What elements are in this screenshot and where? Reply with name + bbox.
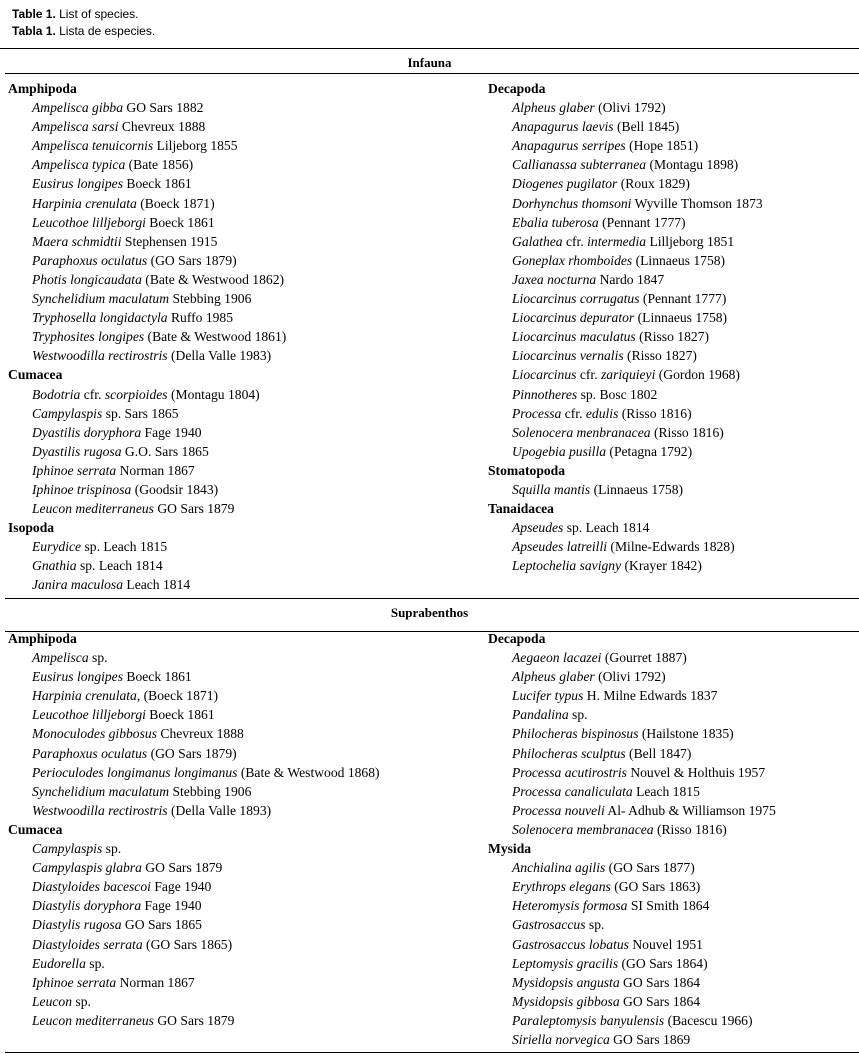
species-entry (8, 575, 286, 594)
species-authority: Norman 1867 (116, 462, 195, 478)
species-entry (8, 556, 286, 575)
species-entry (8, 270, 286, 289)
taxon-group-heading: Stomatopoda (488, 462, 566, 478)
species-authority: (Linnaeus 1758) (632, 252, 726, 268)
species-authority: GO Sars 1879 (153, 501, 235, 517)
species-name-italic: Pandalina (512, 707, 569, 723)
species-entry (8, 98, 286, 117)
species-name-italic: Leptochelia savigny (512, 558, 622, 574)
species-authority: Fage 1940 (150, 879, 212, 895)
species-entry (488, 480, 763, 499)
species-entry (488, 1030, 776, 1049)
species-name-italic: Alpheus glaber (512, 669, 595, 685)
species-authority: G.O. Sars 1865 (121, 443, 209, 459)
species-name-italic: Iphinoe serrata (32, 462, 117, 478)
species-authority: sp. (568, 707, 588, 723)
species-authority: Boeck 1861 (123, 176, 192, 192)
species-entry (8, 385, 286, 404)
species-authority: (GO Sars 1865) (142, 936, 233, 952)
species-authority: Nouvel & Holthuis 1957 (626, 764, 766, 780)
species-name-italic: Anapagurus laevis (512, 119, 614, 135)
species-name-italic: Solenocera membranacea (512, 821, 654, 837)
caption-label-spanish: Tabla 1. (12, 24, 56, 38)
species-entry (488, 820, 776, 839)
infauna-right-column (488, 79, 763, 575)
species-name-italic: Processa (512, 405, 562, 421)
species-entry (488, 744, 776, 763)
species-authority: (Krayer 1842) (621, 558, 702, 574)
species-name-italic: Gastrosaccus lobatus (512, 936, 629, 952)
species-entry (488, 174, 763, 193)
species-authority: (Bate 1856) (125, 157, 194, 173)
species-name-italic: intermedia (587, 233, 647, 249)
species-name-italic: Synchelidium maculatum (32, 291, 170, 307)
species-name-italic: Liocarcinus vernalis (512, 348, 624, 364)
species-name-italic: Eusirus longipes (32, 669, 124, 685)
species-entry (8, 213, 286, 232)
species-entry (8, 251, 286, 270)
species-authority: Chevreux 1888 (156, 726, 244, 742)
species-entry (8, 724, 380, 743)
species-entry (8, 232, 286, 251)
species-authority: Stebbing 1906 (169, 291, 252, 307)
section-divider-rule (5, 598, 859, 599)
species-name-italic: Mysidopsis angusta (512, 974, 620, 990)
species-name-italic: Jaxea nocturna (512, 271, 597, 287)
species-name-italic: Iphinoe serrata (32, 974, 117, 990)
species-entry (488, 117, 763, 136)
species-authority: (Bell 1847) (625, 745, 692, 761)
species-name-italic: Gastrosaccus (512, 917, 586, 933)
species-entry (8, 801, 380, 820)
species-name-italic: Eusirus longipes (32, 176, 124, 192)
species-entry (488, 782, 776, 801)
caption-label-english: Table 1. (12, 7, 56, 21)
species-entry (8, 155, 286, 174)
species-name-italic: Ampelisca (32, 650, 89, 666)
species-entry (8, 954, 380, 973)
species-authority: GO Sars 1864 (619, 993, 701, 1009)
species-name-italic: Galathea (512, 233, 563, 249)
species-entry (8, 442, 286, 461)
species-name-italic: Processa nouveli (512, 802, 605, 818)
species-entry (8, 1011, 380, 1030)
species-name-italic: Philocheras bispinosus (512, 726, 639, 742)
species-authority: (Boeck 1871) (136, 195, 215, 211)
species-name-italic: Apseudes (512, 520, 564, 536)
species-name-italic: Campylaspis glabra (32, 860, 142, 876)
species-authority: (Risso 1816) (653, 821, 727, 837)
taxon-group-heading: Mysida (488, 841, 532, 857)
species-authority: Fage 1940 (141, 898, 202, 914)
species-entry (488, 537, 763, 556)
species-entry (8, 935, 380, 954)
caption-text-english: List of species. (55, 7, 139, 21)
species-name-italic: Paraphoxus oculatus (32, 745, 148, 761)
species-entry (8, 858, 380, 877)
species-authority: sp. (72, 993, 91, 1009)
species-name-italic: Ampelisca gibba (32, 100, 123, 116)
species-name-italic: Leptomysis gracilis (512, 955, 619, 971)
species-authority: Boeck 1861 (123, 669, 192, 685)
species-authority: (Milne-Edwards 1828) (607, 539, 735, 555)
species-authority: (Pennant 1777) (639, 291, 727, 307)
caption-text-spanish: Lista de especies. (55, 24, 156, 38)
taxon-group-heading: Amphipoda (8, 81, 77, 96)
species-authority: sp. Leach 1815 (81, 539, 168, 555)
species-entry (8, 973, 380, 992)
species-authority: (Risso 1827) (635, 329, 709, 345)
species-name-italic: Processa acutirostris (512, 764, 627, 780)
species-entry (488, 251, 763, 270)
species-authority: (Montagu 1898) (646, 157, 739, 173)
table-caption-spanish (12, 24, 155, 38)
species-name-italic: Tryphosella longidactyla (32, 310, 168, 326)
species-authority: (GO Sars 1864) (618, 955, 708, 971)
species-authority: (Olivi 1792) (594, 669, 666, 685)
table-bottom-rule (5, 1052, 859, 1053)
species-authority: (Della Valle 1983) (167, 348, 272, 364)
species-name-italic: Photis longicaudata (32, 271, 142, 287)
species-authority: sp. (102, 841, 122, 857)
species-authority: Boeck 1861 (145, 707, 215, 723)
species-name-italic: Maera schmidtii (32, 233, 122, 249)
species-name-italic: Liocarcinus depurator (512, 310, 635, 326)
species-entry (8, 686, 380, 705)
infauna-left-column (8, 79, 286, 595)
species-authority: (Boeck 1871) (140, 688, 219, 704)
species-name-italic: Dyastilis doryphora (32, 424, 142, 440)
section-header-rule (5, 73, 859, 74)
species-name-italic: Gnathia (32, 558, 77, 574)
species-name-italic: Lucifer typus (512, 688, 584, 704)
species-authority: (GO Sars 1863) (610, 879, 701, 895)
species-name-italic: Siriella norvegica (512, 1031, 610, 1047)
species-entry (8, 117, 286, 136)
species-authority: (Hope 1851) (625, 138, 699, 154)
species-authority: Nardo 1847 (596, 271, 665, 287)
species-name-italic: Leucon (32, 993, 73, 1009)
species-entry (8, 480, 286, 499)
species-name-italic: Solenocera menbranacea (512, 424, 651, 440)
species-authority: sp. (585, 917, 605, 933)
species-authority: GO Sars 1879 (141, 860, 223, 876)
species-authority: (Risso 1816) (618, 405, 692, 421)
species-name-italic: Diastylis rugosa (32, 917, 122, 933)
species-entry (488, 98, 763, 117)
species-entry (488, 705, 776, 724)
species-authority: (Bate & Westwood 1862) (141, 271, 285, 287)
species-name-italic: Erythrops elegans (512, 879, 611, 895)
section-title-infauna: Infauna (407, 55, 452, 70)
species-authority: (GO Sars 1879) (147, 745, 237, 761)
species-authority: (Bate & Westwood 1861) (144, 329, 287, 345)
species-entry (8, 327, 286, 346)
species-authority: (Gordon 1968) (655, 367, 740, 383)
species-entry (8, 136, 286, 155)
species-authority: GO Sars 1865 (121, 917, 202, 933)
species-name-italic: Alpheus glaber (512, 100, 595, 116)
species-name-italic: scorpioides (104, 386, 168, 402)
species-entry (8, 763, 380, 782)
species-name-italic: Campylaspis (32, 841, 103, 857)
species-authority: Chevreux 1888 (118, 119, 206, 135)
species-name-italic: Bodotria (32, 386, 81, 402)
species-entry (8, 461, 286, 480)
species-entry (8, 896, 380, 915)
species-name-italic: Heteromysis formosa (512, 898, 628, 914)
species-entry (488, 346, 763, 365)
species-entry (488, 308, 763, 327)
species-authority: (Goodsir 1843) (131, 481, 219, 497)
species-entry (8, 705, 380, 724)
species-name-italic: Leucon mediterraneus (32, 501, 154, 517)
species-entry (8, 667, 380, 686)
species-authority: GO Sars 1864 (619, 974, 701, 990)
species-entry (8, 915, 380, 934)
species-name-italic: Callianassa subterranea (512, 157, 647, 173)
species-name-italic: Tryphosites longipes (32, 329, 145, 345)
species-authority: Stebbing 1906 (169, 783, 252, 799)
species-entry (488, 442, 763, 461)
species-authority: cfr. (80, 386, 105, 402)
species-entry (488, 270, 763, 289)
species-authority: Wyville Thomson 1873 (631, 195, 763, 211)
species-authority: Ruffo 1985 (167, 310, 234, 326)
species-name-italic: Diastyloides bacescoi (32, 879, 151, 895)
species-entry (488, 954, 776, 973)
species-name-italic: Paraphoxus oculatus (32, 252, 148, 268)
species-name-italic: Liocarcinus maculatus (512, 329, 636, 345)
species-authority: Nouvel 1951 (628, 936, 703, 952)
species-authority: (Bate & Westwood 1868) (237, 764, 380, 780)
species-authority: Fage 1940 (141, 424, 202, 440)
section-title-suprabenthos: Suprabenthos (390, 605, 469, 620)
species-entry (488, 423, 763, 442)
species-entry (8, 423, 286, 442)
suprabenthos-left-column (8, 629, 380, 1030)
species-authority: (Risso 1827) (623, 348, 697, 364)
species-authority: Al- Adhub & Williamson 1975 (604, 802, 776, 818)
species-entry (488, 155, 763, 174)
species-authority: GO Sars 1869 (609, 1031, 691, 1047)
species-name-italic: Pinnotheres (512, 386, 578, 402)
species-entry (8, 174, 286, 193)
species-name-italic: Monoculodes gibbosus (32, 726, 157, 742)
species-name-italic: Janira maculosa (32, 577, 123, 593)
species-name-italic: Goneplax rhomboides (512, 252, 633, 268)
species-authority: (GO Sars 1877) (605, 860, 695, 876)
species-authority: sp. Leach 1814 (76, 558, 163, 574)
species-authority: (Della Valle 1893) (167, 802, 272, 818)
species-entry (488, 232, 763, 251)
table-top-rule (0, 48, 859, 49)
species-name-italic: Mysidopsis gibbosa (512, 993, 620, 1009)
species-entry (8, 346, 286, 365)
species-authority: (Bacescu 1966) (664, 1012, 753, 1028)
species-entry (488, 935, 776, 954)
species-authority: sp. Leach 1814 (563, 520, 650, 536)
species-name-italic: Anchialina agilis (512, 860, 606, 876)
species-authority: sp. (88, 650, 108, 666)
species-name-italic: Liocarcinus (512, 367, 577, 383)
species-entry (8, 782, 380, 801)
species-name-italic: Diastylis doryphora (32, 898, 142, 914)
species-authority: Liljeborg 1855 (153, 138, 238, 154)
species-name-italic: Aegaeon lacazei (512, 650, 602, 666)
species-authority: (Hailstone 1835) (638, 726, 734, 742)
species-entry (488, 724, 776, 743)
species-name-italic: Campylaspis (32, 405, 103, 421)
species-entry (488, 365, 763, 384)
taxon-group-heading: Cumacea (8, 367, 63, 383)
species-name-italic: Liocarcinus corrugatus (512, 291, 640, 307)
species-entry (488, 896, 776, 915)
species-authority: Lilljeborg 1851 (646, 233, 735, 249)
species-entry (8, 744, 380, 763)
species-entry (8, 499, 286, 518)
species-authority: (GO Sars 1879) (147, 252, 237, 268)
species-authority: GO Sars 1882 (123, 100, 204, 116)
species-entry (488, 556, 763, 575)
species-entry (488, 289, 763, 308)
species-name-italic: Upogebia pusilla (512, 443, 607, 459)
species-name-italic: Processa canaliculata (512, 783, 633, 799)
species-authority: cfr. (576, 367, 601, 383)
species-entry (488, 973, 776, 992)
species-name-italic: Anapagurus serripes (512, 138, 626, 154)
species-name-italic: Westwoodilla rectirostris (32, 348, 168, 364)
species-name-italic: zariquieyi (601, 367, 656, 383)
species-name-italic: Ampelisca typica (32, 157, 126, 173)
species-authority: (Risso 1816) (650, 424, 724, 440)
species-name-italic: Eudorella (32, 955, 86, 971)
species-name-italic: Paraleptomysis banyulensis (512, 1012, 665, 1028)
species-entry (488, 686, 776, 705)
species-entry (488, 877, 776, 896)
species-authority: (Pennant 1777) (598, 214, 686, 230)
species-entry (488, 194, 763, 213)
species-entry (488, 404, 763, 423)
species-authority: (Bell 1845) (613, 119, 680, 135)
species-entry (488, 915, 776, 934)
species-entry (8, 992, 380, 1011)
species-entry (8, 308, 286, 327)
species-authority: sp. Bosc 1802 (577, 386, 658, 402)
species-name-italic: Apseudes latreilli (512, 539, 608, 555)
species-authority: cfr. (562, 233, 588, 249)
species-name-italic: Perioculodes longimanus longimanus (32, 764, 238, 780)
species-authority: Stephensen 1915 (121, 233, 218, 249)
species-entry (488, 992, 776, 1011)
species-entry (488, 518, 763, 537)
table-caption-english (12, 7, 139, 21)
species-entry (8, 404, 286, 423)
taxon-group-heading: Decapoda (488, 81, 546, 96)
species-name-italic: Synchelidium maculatum (32, 783, 170, 799)
taxon-group-heading: Cumacea (8, 821, 63, 837)
species-entry (488, 1011, 776, 1030)
species-name-italic: Philocheras sculptus (512, 745, 626, 761)
species-entry (488, 648, 776, 667)
species-name-italic: Harpinia crenulata, (32, 688, 141, 704)
species-name-italic: Squilla mantis (512, 481, 591, 497)
species-entry (8, 839, 380, 858)
species-name-italic: Leucothoe lilljeborgi (32, 707, 146, 723)
species-entry (8, 194, 286, 213)
species-entry (8, 289, 286, 308)
species-authority: (Olivi 1792) (594, 100, 666, 116)
species-authority: cfr. (561, 405, 586, 421)
species-entry (488, 667, 776, 686)
species-authority: (Roux 1829) (617, 176, 690, 192)
species-name-italic: edulis (585, 405, 619, 421)
species-authority: (Gourret 1887) (601, 650, 687, 666)
species-entry (488, 801, 776, 820)
species-authority: GO Sars 1879 (153, 1012, 235, 1028)
species-authority: sp. (85, 955, 105, 971)
species-name-italic: Ebalia tuberosa (512, 214, 599, 230)
species-authority: (Linnaeus 1758) (590, 481, 684, 497)
species-authority: (Petagna 1792) (606, 443, 693, 459)
species-authority: (Montagu 1804) (167, 386, 260, 402)
species-name-italic: Leucon mediterraneus (32, 1012, 154, 1028)
species-name-italic: Eurydice (32, 539, 82, 555)
species-entry (488, 327, 763, 346)
species-entry (488, 213, 763, 232)
species-authority: Leach 1814 (123, 577, 191, 593)
species-name-italic: Iphinoe trispinosa (32, 481, 132, 497)
species-entry (488, 385, 763, 404)
species-name-italic: Harpinia crenulata (32, 195, 137, 211)
species-authority: sp. Sars 1865 (102, 405, 179, 421)
species-name-italic: Dyastilis rugosa (32, 443, 122, 459)
species-authority: SI Smith 1864 (627, 898, 710, 914)
species-name-italic: Ampelisca sarsi (32, 119, 119, 135)
species-name-italic: Westwoodilla rectirostris (32, 802, 168, 818)
species-entry (488, 136, 763, 155)
taxon-group-heading: Decapoda (488, 631, 546, 646)
suprabenthos-right-column (488, 629, 776, 1049)
species-name-italic: Leucothoe lilljeborgi (32, 214, 146, 230)
species-entry (8, 648, 380, 667)
species-authority: Norman 1867 (116, 974, 195, 990)
species-authority: Leach 1815 (632, 783, 700, 799)
species-entry (488, 858, 776, 877)
species-authority: Boeck 1861 (145, 214, 215, 230)
taxon-group-heading: Isopoda (8, 520, 55, 536)
species-name-italic: Diastyloides serrata (32, 936, 143, 952)
taxon-group-heading: Tanaidacea (488, 501, 554, 517)
taxon-group-heading: Amphipoda (8, 631, 77, 646)
species-authority: H. Milne Edwards 1837 (583, 688, 718, 704)
species-entry (8, 877, 380, 896)
species-authority: (Linnaeus 1758) (634, 310, 728, 326)
species-entry (8, 537, 286, 556)
species-name-italic: Ampelisca tenuicornis (32, 138, 154, 154)
species-name-italic: Dorhynchus thomsoni (512, 195, 632, 211)
species-entry (488, 763, 776, 782)
species-name-italic: Diogenes pugilator (512, 176, 618, 192)
